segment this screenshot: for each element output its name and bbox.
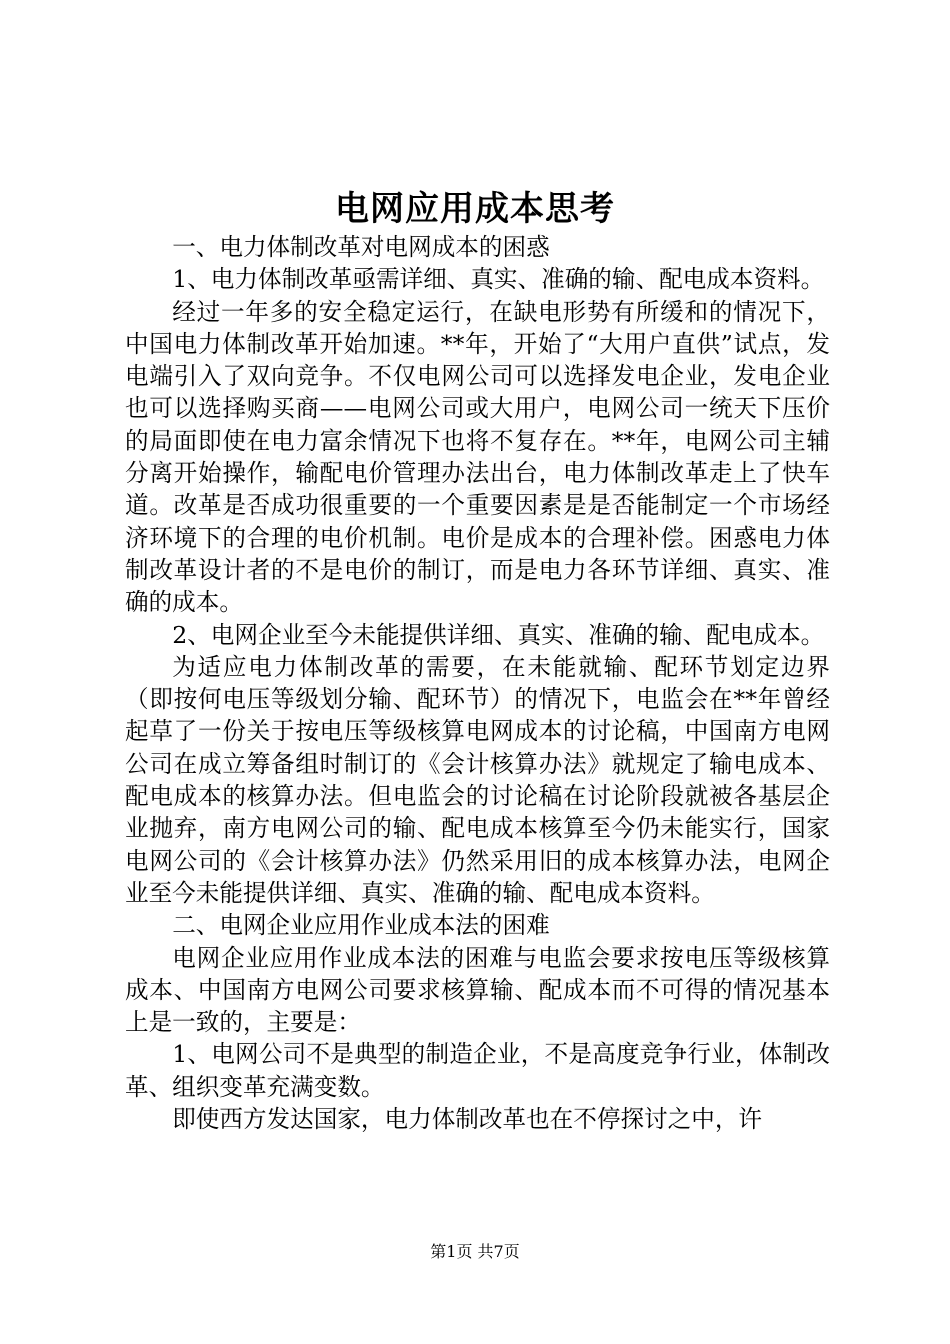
paragraph-2: 为适应电力体制改革的需要，在未能就输、配环节划定边界（即按何电压等级划分输、配环节）的情况下，电监会在**年曾经起草了一份关于按电压等级核算电网成本的讨论稿，中国南方电网公司在成立筹备组时制订的《会计核算办法》就规定了输电成本、配电成本的核算办法。但电监会的讨论稿在讨论阶段就被各基层企业抛弃，南方电网公司的输、配电成本核算至今仍未能实行，国家电网公司的《会计核算办法》仍然采用旧的成本核算办法，电网企业至今未能提供详细、真实、准确的输、配电成本资料。 (125, 652, 830, 907)
section-heading-1: 一、电力体制改革对电网成本的困惑 (172, 233, 550, 261)
paragraph-3: 电网企业应用作业成本法的困难与电监会要求按电压等级核算成本、中国南方电网公司要求核算输、配成本而不可得的情况基本上是一致的，主要是： (125, 943, 830, 1037)
subheading-1-1: 1、电力体制改革亟需详细、真实、准确的输、配电成本资料。 (172, 265, 825, 294)
subheading-2-1: 1、电网公司不是典型的制造企业，不是高度竞争行业，体制改革、组织变革充满变数。 (125, 1040, 830, 1101)
section-heading-2: 二、电网企业应用作业成本法的困难 (172, 911, 550, 940)
page-number-footer: 第1页 共7页 (430, 1242, 520, 1261)
paragraph-1: 经过一年多的安全稳定运行，在缺电形势有所缓和的情况下，中国电力体制改革开始加速。**年，开始了“大用户直供”试点，发电端引入了双向竞争。不仅电网公司可以选择发电企业，发电企业也可以选择购买商——电网公司或大用户，电网公司一统天下压价的局面即使在电力富余情况下也将不复存在。**年，电网公司主辅分离开始操作，输配电价管理办法出台，电力体制改革走上了快车道。改革是否成功很重要的一个重要因素是是否能制定一个市场经济环境下的合理的电价机制。电价是成本的合理补偿。困惑电力体制改革设计者的不是电价的制订，而是电力各环节详细、真实、准确的成本。 (125, 297, 830, 617)
document-title: 电网应用成本思考 (335, 189, 615, 229)
document-body (125, 231, 830, 1135)
paragraph-4: 即使西方发达国家，电力体制改革也在不停探讨之中，许 (172, 1105, 763, 1134)
subheading-1-2: 2、电网企业至今未能提供详细、真实、准确的输、配电成本。 (172, 620, 825, 649)
